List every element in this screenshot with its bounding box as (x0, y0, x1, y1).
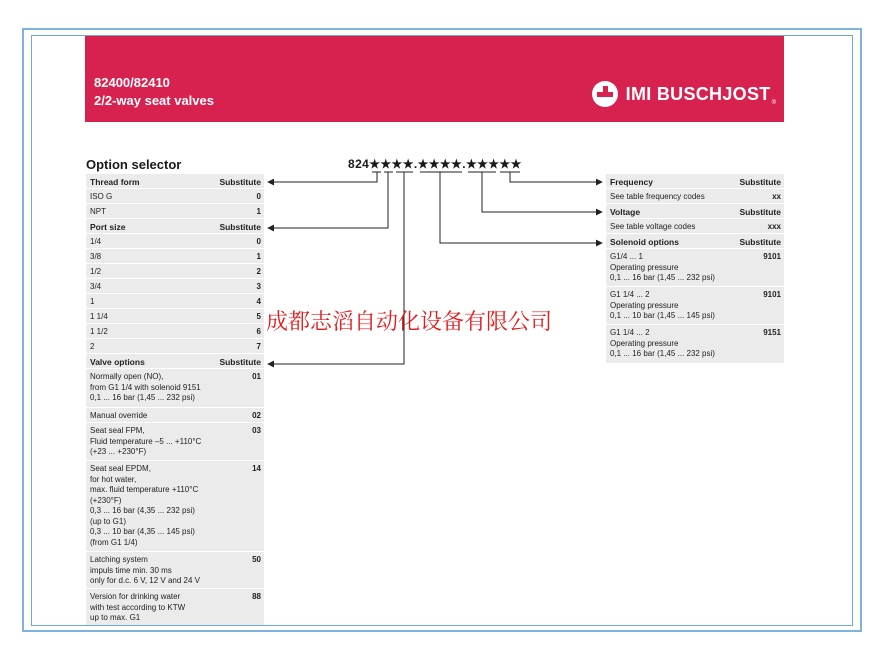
row-value: 9101 (763, 290, 781, 299)
row-value: 3 (256, 282, 261, 291)
table-header-label: Port size (90, 221, 126, 232)
row-value: 9101 (763, 252, 781, 261)
row-desc: G1 1/4 ... 2 Operating pressure 0,1 ... 10 bar (1,45 ... 145 psi) (610, 290, 715, 320)
section-title: Option selector (86, 157, 182, 172)
table-header-label: Valve options (90, 356, 145, 367)
order-code: 824★★★★.★★★★.★★★★★ (348, 157, 522, 171)
port-size-connector (268, 172, 388, 228)
frequency-connector (510, 172, 602, 182)
row-desc: 3/4 (90, 282, 102, 291)
row-value: 88 (252, 592, 261, 601)
row-desc: 1 1/2 (90, 327, 108, 336)
row-value: 14 (252, 464, 261, 473)
row-value: 1 (256, 207, 261, 216)
row-desc: 1/2 (90, 267, 102, 276)
row-value: 5 (256, 312, 261, 321)
company-watermark: 成都志滔自动化设备有限公司 (266, 310, 553, 335)
row-desc: Manual override (90, 411, 148, 420)
thread-form-connector (268, 172, 377, 182)
row-desc: 3/8 (90, 252, 102, 261)
row-desc: See table frequency codes (610, 192, 705, 201)
row-desc: G1/4 ... 1 Operating pressure 0,1 ... 16 bar (1,45 ... 232 psi) (610, 252, 715, 282)
row-value: xx (772, 192, 781, 201)
row-desc: 1 (90, 297, 95, 306)
solenoid-options-connector (440, 172, 602, 243)
row-value: 2 (256, 267, 261, 276)
row-value: 01 (252, 372, 261, 381)
registered-mark: ® (771, 100, 776, 106)
row-desc: See table voltage codes (610, 222, 696, 231)
product-subtitle: 2/2-way seat valves (94, 93, 214, 108)
row-value: xxx (767, 222, 781, 231)
row-desc: ISO G (90, 192, 113, 201)
row-value: 9151 (763, 328, 781, 337)
row-desc: Latching system impuls time min. 30 ms only for d.c. 6 V, 12 V and 24 V (90, 555, 200, 585)
row-desc: Normally open (NO), from G1 1/4 with solenoid 9151 0,1 ... 16 bar (1,45 ... 232 psi) (90, 372, 201, 402)
table-header-label: Voltage (610, 206, 641, 217)
row-desc: NPT (90, 207, 106, 216)
row-desc: 1/4 (90, 237, 102, 246)
row-value: 0 (256, 192, 261, 201)
table-header-label: Solenoid options (610, 236, 679, 247)
row-desc: Seat seal FPM, Fluid temperature –5 ... +110°C (+23 ... +230°F) (90, 426, 202, 456)
table-header-sub: Substitute (739, 176, 781, 187)
row-desc: Version for drinking water with test according to KTW up to max. G1 (90, 592, 186, 622)
row-value: 7 (256, 342, 261, 351)
row-value: 6 (256, 327, 261, 336)
row-desc: Seat seal EPDM, for hot water, max. fluid temperature +110°C (+230°F) 0,3 ... 16 bar (4,35 ... 232 psi) (up to G1) 0,3 ... 10 bar (4,35 ... 145 psi) (from G1 1/4) (90, 464, 199, 547)
brand-name: IMI BUSCHJOST (625, 83, 771, 104)
row-value: 0 (256, 237, 261, 246)
table-header-sub: Substitute (219, 221, 261, 232)
table-header-sub: Substitute (219, 176, 261, 187)
table-header-label: Frequency (610, 176, 653, 187)
table-header-sub: Substitute (219, 356, 261, 367)
row-desc: 2 (90, 342, 95, 351)
table-header-label: Thread form (90, 176, 140, 187)
table-header-sub: Substitute (739, 236, 781, 247)
row-value: 4 (256, 297, 261, 306)
row-value: 02 (252, 411, 261, 420)
row-value: 1 (256, 252, 261, 261)
voltage-connector (482, 172, 602, 212)
model-number: 82400/82410 (94, 75, 170, 90)
table-header-sub: Substitute (739, 206, 781, 217)
row-desc: G1 1/4 ... 2 Operating pressure 0,1 ... 16 bar (1,45 ... 232 psi) (610, 328, 715, 358)
row-desc: 1 1/4 (90, 312, 108, 321)
row-value: 03 (252, 426, 261, 435)
row-value: 50 (252, 555, 261, 564)
